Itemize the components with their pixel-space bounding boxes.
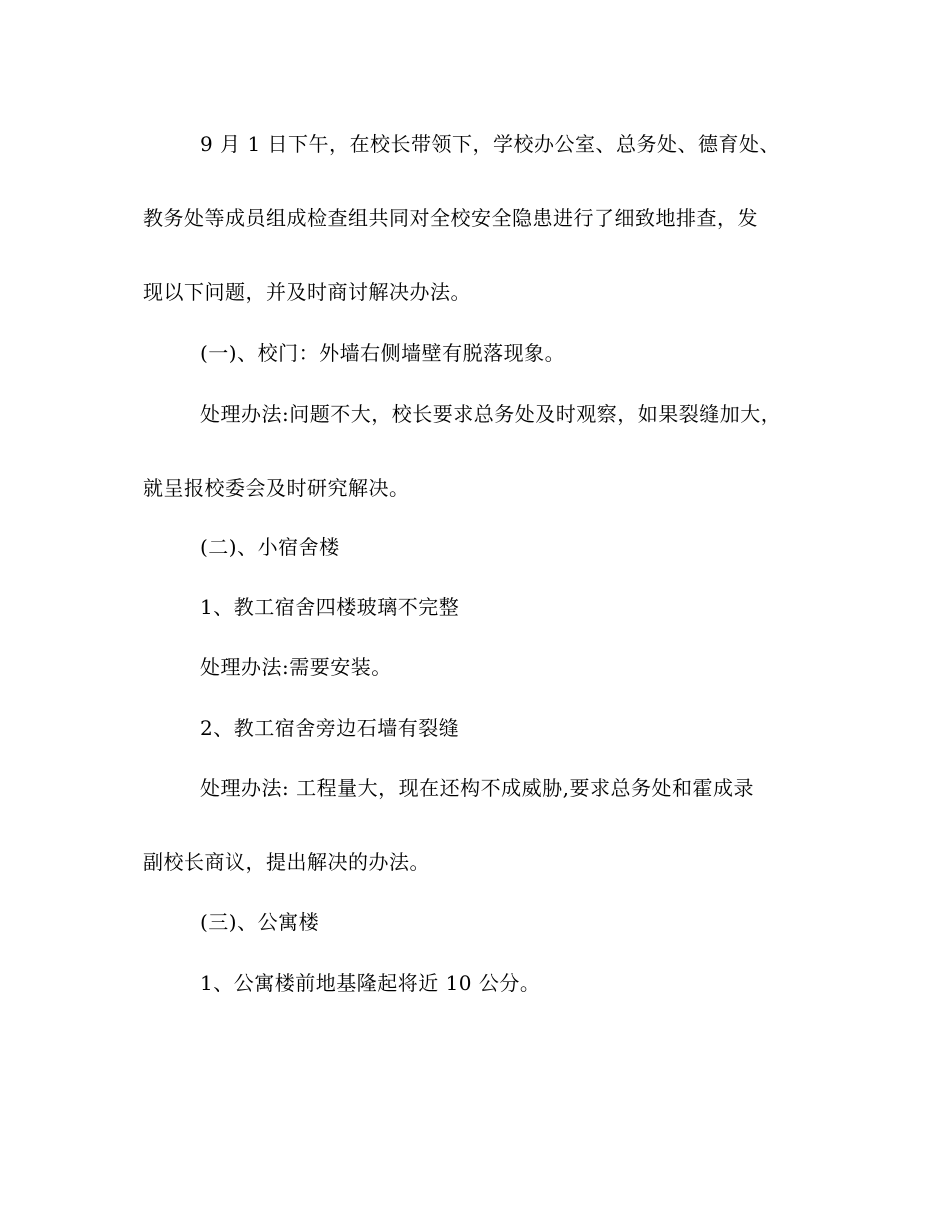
section-heading-apartment: (三)、公寓楼 <box>200 910 320 934</box>
gate-solution-line-1: 处理办法:问题不大，校长要求总务处及时观察，如果裂缝加大， <box>200 402 782 426</box>
gate-solution-line-2: 就呈报校委会及时研究解决。 <box>143 476 410 500</box>
paragraph-intro-line-2: 教务处等成员组成检查组共同对全校安全隐患进行了细致地排查，发 <box>143 206 758 230</box>
section-heading-small-dorm: (二)、小宿舍楼 <box>200 535 340 559</box>
dorm-issue-2-solution-line-2: 副校长商议，提出解决的办法。 <box>143 850 430 874</box>
dorm-issue-2: 2、教工宿舍旁边石墙有裂缝 <box>200 716 460 740</box>
dorm-issue-1-solution: 处理办法:需要安装。 <box>200 655 392 679</box>
apartment-issue-1: 1、公寓楼前地基隆起将近 10 公分。 <box>200 971 541 995</box>
paragraph-intro-line-3: 现以下问题，并及时商讨解决办法。 <box>143 280 471 304</box>
section-heading-gate: (一)、校门：外墙右侧墙壁有脱落现象。 <box>200 341 566 365</box>
paragraph-intro-line-1: 9 月 1 日下午，在校长带领下，学校办公室、总务处、德育处、 <box>200 132 781 156</box>
dorm-issue-1: 1、教工宿舍四楼玻璃不完整 <box>200 595 460 619</box>
dorm-issue-2-solution-line-1: 处理办法: 工程量大，现在还构不成威胁,要求总务处和霍成录 <box>200 776 754 800</box>
